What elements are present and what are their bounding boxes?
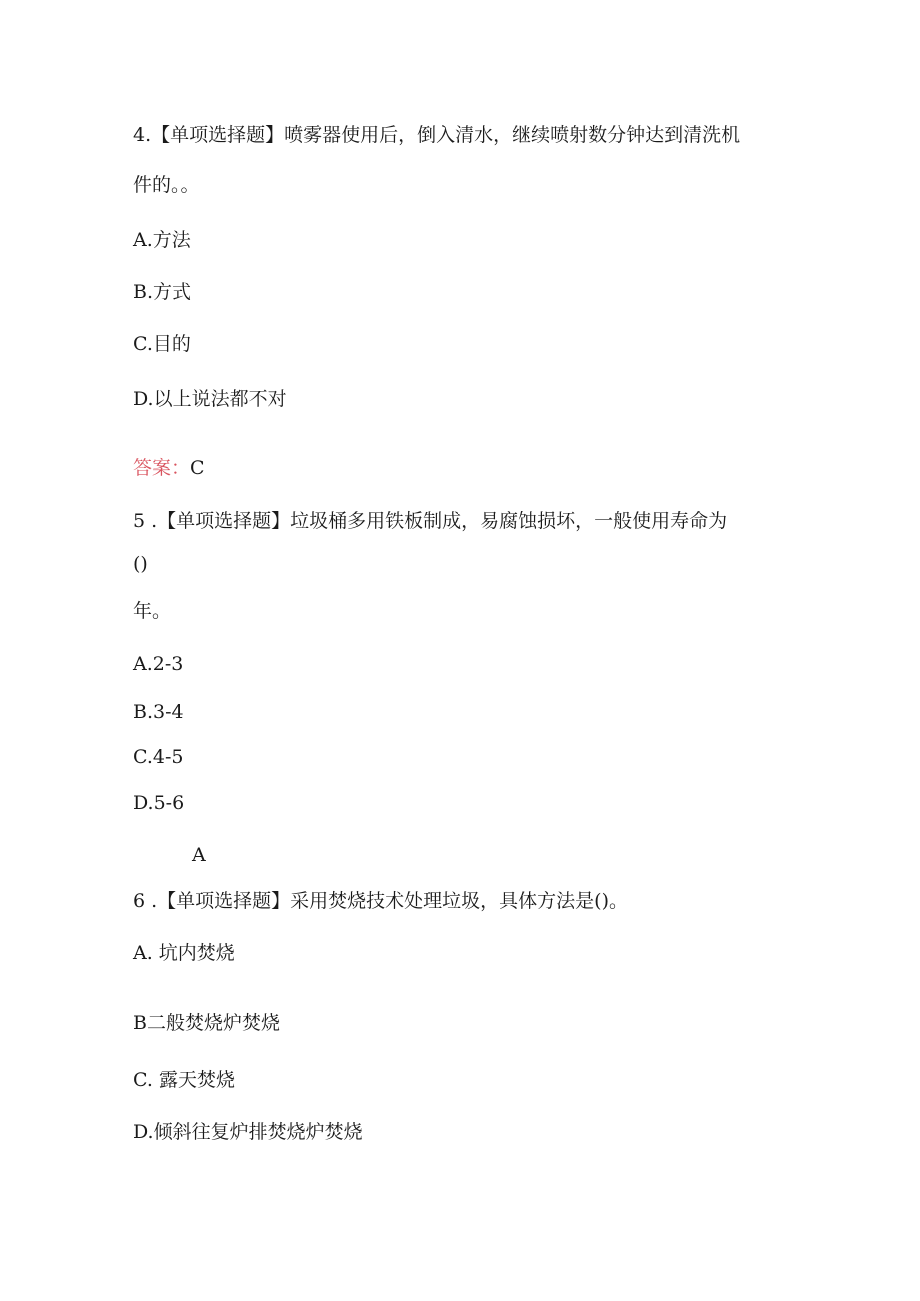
question-4-answer	[133, 456, 205, 480]
question-4-stem-line-2: 件的。。	[133, 174, 200, 196]
question-5-option-d: D.5-6	[133, 792, 185, 814]
question-5-option-a: A.2-3	[133, 653, 184, 675]
answer-label: 答案：	[133, 457, 191, 479]
question-4-option-c: C.目的	[133, 333, 191, 355]
question-5-option-c: C.4-5	[133, 746, 184, 768]
question-4-option-b: B.方式	[133, 281, 192, 303]
question-6-option-b: B二般焚烧炉焚烧	[133, 1012, 280, 1034]
question-5-answer: A	[192, 844, 206, 866]
question-4-stem-line-1: 4.【单项选择题】喷雾器使用后，倒入清水，继续喷射数分钟达到清洗机	[133, 124, 741, 146]
question-5-stem-line-1: 5 .【单项选择题】垃圾桶多用铁板制成，易腐蚀损坏，一般使用寿命为	[133, 510, 728, 532]
question-6-option-d: D.倾斜往复炉排焚烧炉焚烧	[133, 1121, 363, 1143]
question-5-stem-line-2: ()	[133, 553, 148, 575]
question-4-option-a: A.方法	[133, 229, 191, 251]
answer-value: C	[190, 457, 205, 479]
question-6-stem-line-1: 6 .【单项选择题】采用焚烧技术处理垃圾，具体方法是()。	[133, 890, 628, 912]
question-4-option-d: D.以上说法都不对	[133, 388, 287, 410]
question-6-option-c: C. 露天焚烧	[133, 1069, 235, 1091]
question-6-option-a: A. 坑内焚烧	[133, 942, 235, 964]
question-5-stem-line-3: 年。	[133, 600, 172, 622]
question-5-option-b: B.3-4	[133, 701, 184, 723]
